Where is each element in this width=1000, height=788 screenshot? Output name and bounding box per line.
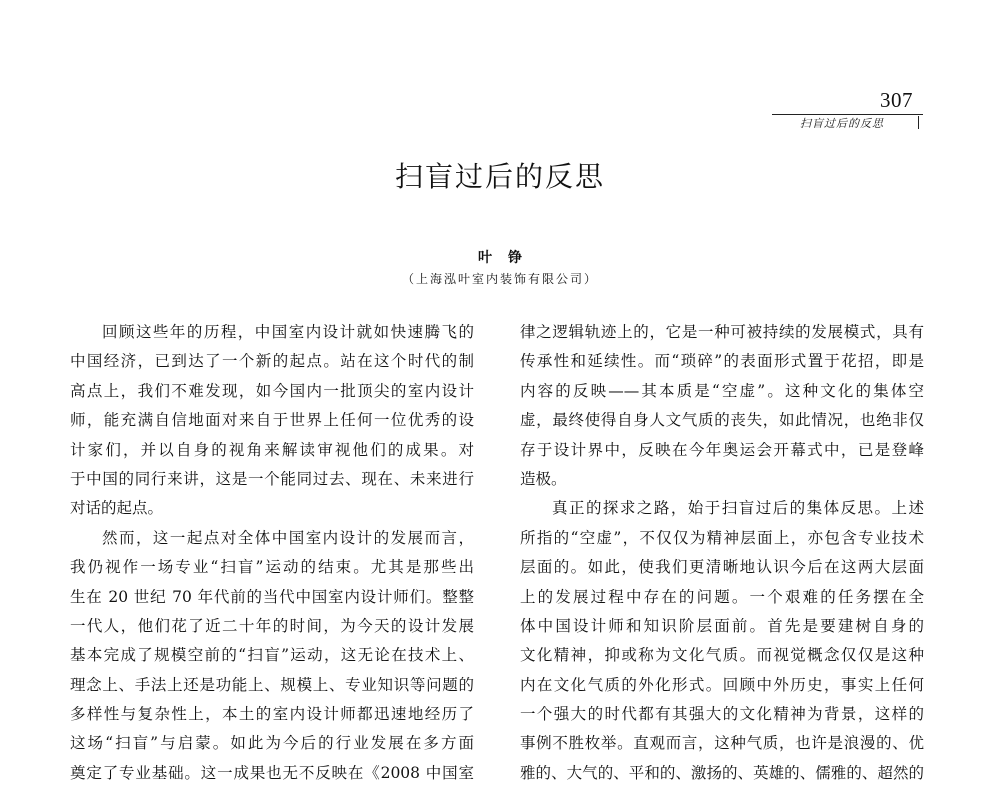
body-line: 理念上、手法上还是功能上、规模上、专业知识等问题的 [70,675,474,694]
body-line: 律之逻辑轨迹上的，它是一种可被持续的发展模式，具有 [520,323,924,341]
right-column [520,318,924,788]
body-line: 一个强大的时代都有其强大的文化精神为背景，这样的 [520,705,924,724]
body-line: 对话的起点。 [70,499,164,518]
body-line: 基本完成了规模空前的“扫盲”运动，这无论在技术上、 [70,646,474,665]
body-line: 传承性和延续性。而“琐碎”的表面形式置于花招，即是 [520,352,924,371]
body-line: 真正的探求之路，始于扫盲过后的集体反思。上述 [552,499,924,518]
body-line: 高点上，我们不难发现，如今国内一批顶尖的室内设计 [70,381,474,400]
header-tick [918,116,919,129]
running-title: 扫盲过后的反思 [800,117,884,130]
body-line: 这场“扫盲”与启蒙。如此为今后的行业发展在多方面 [70,734,474,753]
body-line: 然而，这一起点对全体中国室内设计的发展而言， [102,528,474,547]
body-line: 上的发展过程中存在的问题。一个艰难的任务摆在全 [520,587,924,606]
body-line: 体中国设计师和知识阶层面前。首先是要建树自身的 [520,616,924,635]
author-name: 叶铮 [478,250,538,266]
body-line: 于中国的同行来讲，这是一个能同过去、现在、未来进行 [70,469,474,488]
body-line: 事例不胜枚举。直观而言，这种气质，也许是浪漫的、优 [520,734,924,753]
body-line: 我仍视作一场专业“扫盲”运动的结束。尤其是那些出 [70,558,474,577]
body-line: 内在文化气质的外化形式。回顾中外历史，事实上任何 [520,675,924,694]
page-number: 307 [880,88,913,112]
left-column [70,318,474,788]
body-line: 计家们，并以自身的视角来解读审视他们的成果。对 [70,440,474,459]
body-line: 内容的反映——其本质是“空虚”。这种文化的集体空 [520,381,924,400]
body-line: 师，能充满自信地面对来自于世界上任何一位优秀的设 [70,411,474,430]
body-line: 回顾这些年的历程，中国室内设计就如快速腾飞的 [102,323,474,341]
body-line: 虚，最终使得自身人文气质的丧失，如此情况，也绝非仅 [520,411,924,430]
body-line: 文化精神，抑或称为文化气质。而视觉概念仅仅是这种 [520,646,924,665]
article-title: 扫盲过后的反思 [394,160,605,193]
body-line: 造极。 [520,469,567,488]
body-line: 多样性与复杂性上，本土的室内设计师都迅速地经历了 [70,705,474,724]
body-line: 奠定了专业基础。这一成果也无不反映在《2008 中国室 [70,763,474,782]
body-line: 所指的“空虚”，不仅仅为精神层面上，亦包含专业技术 [520,528,924,547]
body-line: 一代人，他们花了近二十年的时间，为今天的设计发展 [70,616,474,635]
body-line: 存于设计界中，反映在今年奥运会开幕式中，已是登峰 [520,440,924,459]
body-line: 层面的。如此，使我们更清晰地认识今后在这两大层面 [520,558,924,577]
author-affiliation: （上海泓叶室内装饰有限公司） [401,272,598,286]
body-line: 雅的、大气的、平和的、激扬的、英雄的、儒雅的、超然的 [520,763,924,782]
body-line: 中国经济，已到达了一个新的起点。站在这个时代的制 [70,352,474,371]
body-line: 生在 20 世纪 70 年代前的当代中国室内设计师们。整整 [70,587,474,606]
